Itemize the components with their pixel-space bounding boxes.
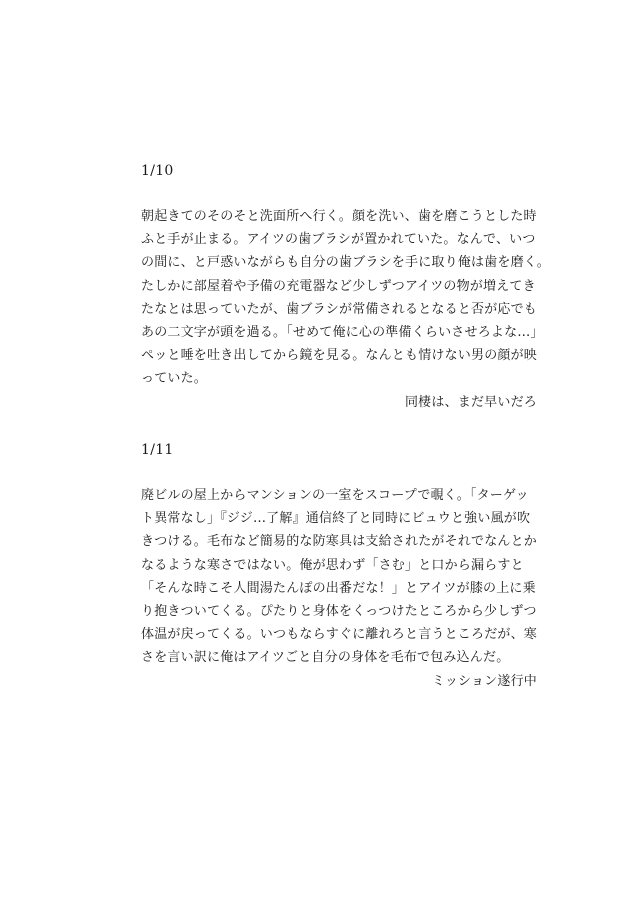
entry-line: なるような寒さではない。俺が思わず「さむ」と口から漏らすと: [141, 557, 524, 573]
entry-signoff: ミッション遂行中: [431, 673, 537, 689]
diary-entry-1-11: [141, 441, 541, 693]
entry-line: 廃ビルの屋上からマンションの一室をスコープで覗く。「ターゲッ: [141, 488, 529, 503]
entry-date: 1/10: [141, 163, 174, 179]
entry-line: り抱きついてくる。ぴたりと身体をくっつけたところから少しずつ: [141, 604, 537, 620]
entry-line: きつける。毛布など簡易的な防寒具は支給されたがそれでなんとか: [141, 534, 538, 550]
entry-signoff: 同棲は、まだ早いだろ: [404, 394, 537, 410]
entry-body: [141, 205, 550, 414]
entry-line: あの二文字が頭を過る。「せめて俺に心の準備くらいさせろよな…」: [141, 325, 544, 341]
entry-line: 「そんな時こそ人間湯たんぽの出番だな！」とアイツが膝の上に乗: [141, 580, 536, 596]
entry-body: [141, 484, 541, 693]
entry-date: 1/11: [141, 442, 174, 458]
entry-line: ト異常なし」『ジジ…了解』通信終了と同時にビュウと強い風が吹: [141, 511, 531, 527]
entry-line: ふと手が止まる。アイツの歯ブラシが置かれていた。なんで、いつ: [141, 232, 536, 248]
entry-line: の間に、と戸惑いながらも自分の歯ブラシを手に取り俺は歯を磨く。: [141, 255, 550, 271]
entry-line: ペッと唾を吐き出してから鏡を見る。なんとも情けない男の顔が映: [141, 348, 538, 364]
entry-line: っていた。: [141, 371, 208, 387]
entry-line: たなとは思っていたが、歯ブラシが常備されるとなると否が応でも: [141, 301, 538, 317]
diary-entry-1-10: [141, 162, 550, 414]
entry-line: さを言い訳に俺はアイツごと自分の身体を毛布で包み込んだ。: [141, 650, 510, 666]
entry-line: 朝起きてのそのそと洗面所へ行く。顔を洗い、歯を磨こうとした時: [141, 209, 537, 224]
entry-line: たしかに部屋着や予備の充電器など少しずつアイツの物が増えてき: [141, 278, 536, 294]
entry-line: 体温が戻ってくる。いつもならすぐに離れろと言うところだが、寒: [141, 627, 538, 643]
